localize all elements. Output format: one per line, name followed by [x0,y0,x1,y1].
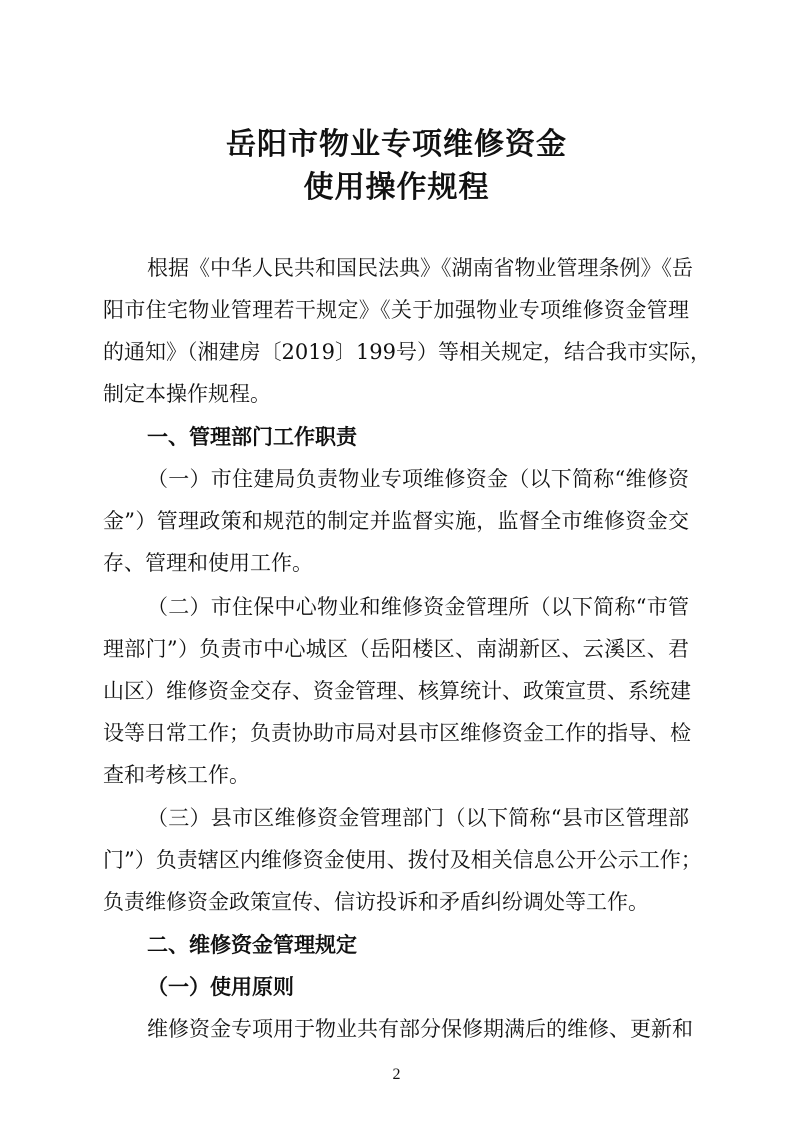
section-heading: 一、管理部门工作职责 [147,424,357,449]
paragraph-line: （三）县市区维修资金管理部门（以下简称“县市区管理部 [147,806,689,830]
section-heading: 二、维修资金管理规定 [147,932,357,957]
paragraph-line: 维修资金专项用于物业共有部分保修期满后的维修、更新和 [147,1017,693,1041]
paragraph-line: 根据《中华人民共和国民法典》《湖南省物业管理条例》《岳 [147,256,693,280]
paragraph-line: 山区）维修资金交存、资金管理、核算统计、政策宣贯、系统建 [103,679,691,703]
paragraph-line: 查和考核工作。 [103,763,250,787]
paragraph-line: 制定本操作规程。 [103,382,271,406]
paragraph-line: 门”）负责辖区内维修资金使用、拨付及相关信息公开公示工作； [103,848,702,872]
paragraph-line: 阳市住宅物业管理若干规定》《关于加强物业专项维修资金管理 [103,298,689,322]
paragraph-line: 的通知》（湘建房〔2019〕199号）等相关规定，结合我市实际， [103,340,712,364]
paragraph-line: 负责维修资金政策宣传、信访投诉和矛盾纠纷调处等工作。 [103,890,649,914]
paragraph-line: 理部门”）负责市中心城区（岳阳楼区、南湖新区、云溪区、君 [103,637,689,661]
paragraph-line: （二）市住保中心物业和维修资金管理所（以下简称“市管 [147,595,689,619]
paragraph-line: 设等日常工作；负责协助市局对县市区维修资金工作的指导、检 [103,721,691,745]
document-title-line-2: 使用操作规程 [303,170,490,205]
subsection-heading: （一）使用原则 [147,974,294,999]
document-title-line-1: 岳阳市物业专项维修资金 [226,127,567,162]
paragraph-line: 存、管理和使用工作。 [103,551,313,575]
paragraph-line: （一）市住建局负责物业专项维修资金（以下简称“维修资 [147,467,689,491]
page-number: 2 [392,1066,401,1083]
paragraph-line: 金”）管理政策和规范的制定并监督实施，监督全市维修资金交 [103,509,689,533]
